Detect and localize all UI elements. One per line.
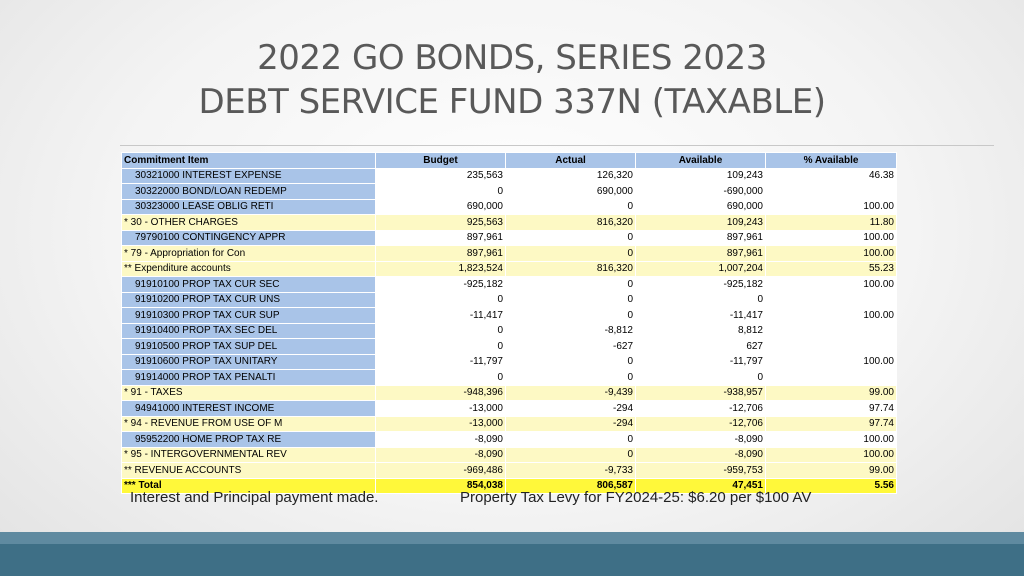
cell-actual: -627 [506, 339, 636, 355]
cell-actual: -8,812 [506, 323, 636, 339]
cell-available: 109,243 [636, 168, 766, 184]
cell-budget: -925,182 [376, 277, 506, 293]
cell-label: 79790100 CONTINGENCY APPR [122, 230, 376, 246]
cell-available: 690,000 [636, 199, 766, 215]
cell-label: 95952200 HOME PROP TAX RE [122, 432, 376, 448]
cell-label: 30323000 LEASE OBLIG RETI [122, 199, 376, 215]
cell-available: -11,797 [636, 354, 766, 370]
cell-budget: 235,563 [376, 168, 506, 184]
cell-actual: 0 [506, 292, 636, 308]
cell-available: 8,812 [636, 323, 766, 339]
cell-pct: 100.00 [766, 277, 897, 293]
cell-pct: 99.00 [766, 385, 897, 401]
cell-actual: 0 [506, 370, 636, 386]
table-row [122, 199, 897, 215]
cell-budget: -948,396 [376, 385, 506, 401]
cell-label: 91910500 PROP TAX SUP DEL [122, 339, 376, 355]
cell-available: -11,417 [636, 308, 766, 324]
cell-actual: 0 [506, 432, 636, 448]
cell-actual: 816,320 [506, 215, 636, 231]
cell-actual: -294 [506, 401, 636, 417]
subtotal-row [122, 215, 897, 231]
cell-available: 47,451 [636, 478, 766, 494]
cell-budget: -8,090 [376, 447, 506, 463]
cell-label: ** REVENUE ACCOUNTS [122, 463, 376, 479]
cell-budget: 0 [376, 370, 506, 386]
cell-label: 30321000 INTEREST EXPENSE [122, 168, 376, 184]
cell-budget: 0 [376, 184, 506, 200]
table-header-row [122, 153, 897, 169]
table-row [122, 292, 897, 308]
cell-actual: 816,320 [506, 261, 636, 277]
header-budget: Budget [376, 153, 506, 169]
title-divider [120, 145, 994, 146]
cell-available: -690,000 [636, 184, 766, 200]
subtotal-row [122, 416, 897, 432]
cell-pct: 100.00 [766, 230, 897, 246]
cell-pct [766, 184, 897, 200]
cell-available: -938,957 [636, 385, 766, 401]
cell-label: * 94 - REVENUE FROM USE OF M [122, 416, 376, 432]
cell-pct: 97.74 [766, 401, 897, 417]
cell-actual: 0 [506, 447, 636, 463]
cell-budget: 897,961 [376, 230, 506, 246]
cell-available: -959,753 [636, 463, 766, 479]
table-row [122, 432, 897, 448]
cell-budget: 0 [376, 339, 506, 355]
cell-available: -925,182 [636, 277, 766, 293]
cell-budget: 925,563 [376, 215, 506, 231]
cell-pct: 100.00 [766, 447, 897, 463]
cell-available: 0 [636, 292, 766, 308]
header-actual: Actual [506, 153, 636, 169]
header-commitment-item: Commitment Item [122, 153, 376, 169]
table-body [122, 168, 897, 494]
cell-available: -12,706 [636, 401, 766, 417]
cell-pct: 11.80 [766, 215, 897, 231]
cell-budget: -13,000 [376, 401, 506, 417]
cell-actual: 0 [506, 199, 636, 215]
cell-available: -12,706 [636, 416, 766, 432]
subtotal-row [122, 447, 897, 463]
cell-budget: 897,961 [376, 246, 506, 262]
cell-budget: 0 [376, 292, 506, 308]
table-row [122, 339, 897, 355]
cell-label: * 79 - Appropriation for Con [122, 246, 376, 262]
cell-actual: 0 [506, 354, 636, 370]
subtotal-row [122, 385, 897, 401]
cell-available: 0 [636, 370, 766, 386]
cell-label: 91910400 PROP TAX SEC DEL [122, 323, 376, 339]
cell-pct [766, 339, 897, 355]
cell-label: *** Total [122, 478, 376, 494]
cell-label: 91914000 PROP TAX PENALTI [122, 370, 376, 386]
cell-pct: 5.56 [766, 478, 897, 494]
cell-actual: 0 [506, 246, 636, 262]
cell-label: 91910300 PROP TAX CUR SUP [122, 308, 376, 324]
cell-actual: -9,733 [506, 463, 636, 479]
cell-label: 94941000 INTEREST INCOME [122, 401, 376, 417]
header-pct-available: % Available [766, 153, 897, 169]
cell-available: -8,090 [636, 447, 766, 463]
cell-label: * 30 - OTHER CHARGES [122, 215, 376, 231]
table-row [122, 401, 897, 417]
cell-budget: 854,038 [376, 478, 506, 494]
table-row [122, 277, 897, 293]
cell-pct: 100.00 [766, 246, 897, 262]
table-row [122, 230, 897, 246]
cell-budget: 1,823,524 [376, 261, 506, 277]
cell-actual: 0 [506, 230, 636, 246]
title-line-1: 2022 GO BONDS, SERIES 2023 [257, 38, 767, 78]
cell-pct: 100.00 [766, 199, 897, 215]
title-line-2: DEBT SERVICE FUND 337N (TAXABLE) [198, 82, 826, 122]
footer-band-light [0, 532, 1024, 544]
subtotal-row [122, 261, 897, 277]
cell-label: 91910200 PROP TAX CUR UNS [122, 292, 376, 308]
slide-title [0, 36, 1024, 124]
cell-budget: 690,000 [376, 199, 506, 215]
cell-pct [766, 370, 897, 386]
cell-actual: 0 [506, 308, 636, 324]
note-tax-levy: Property Tax Levy for FY2024-25: $6.20 per $100 AV [460, 489, 812, 506]
table-row [122, 323, 897, 339]
footer-band-dark [0, 544, 1024, 576]
cell-pct: 100.00 [766, 354, 897, 370]
cell-pct: 100.00 [766, 308, 897, 324]
cell-pct [766, 323, 897, 339]
table-row [122, 184, 897, 200]
cell-label: ** Expenditure accounts [122, 261, 376, 277]
debt-service-table [121, 152, 897, 494]
cell-actual: 690,000 [506, 184, 636, 200]
cell-budget: -13,000 [376, 416, 506, 432]
cell-budget: -11,797 [376, 354, 506, 370]
cell-available: 109,243 [636, 215, 766, 231]
table-row [122, 370, 897, 386]
cell-pct: 55.23 [766, 261, 897, 277]
subtotal-row [122, 463, 897, 479]
cell-available: 627 [636, 339, 766, 355]
cell-actual: 126,320 [506, 168, 636, 184]
cell-label: 91910600 PROP TAX UNITARY [122, 354, 376, 370]
cell-budget: -11,417 [376, 308, 506, 324]
cell-actual: -294 [506, 416, 636, 432]
cell-pct: 100.00 [766, 432, 897, 448]
cell-pct: 46.38 [766, 168, 897, 184]
header-available: Available [636, 153, 766, 169]
cell-label: * 95 - INTERGOVERNMENTAL REV [122, 447, 376, 463]
table-row [122, 308, 897, 324]
table-row [122, 168, 897, 184]
cell-label: 91910100 PROP TAX CUR SEC [122, 277, 376, 293]
cell-available: 1,007,204 [636, 261, 766, 277]
note-payment: Interest and Principal payment made. [130, 489, 379, 506]
cell-pct [766, 292, 897, 308]
cell-label: 30322000 BOND/LOAN REDEMP [122, 184, 376, 200]
cell-budget: -8,090 [376, 432, 506, 448]
cell-budget: 0 [376, 323, 506, 339]
cell-pct: 99.00 [766, 463, 897, 479]
cell-available: 897,961 [636, 230, 766, 246]
cell-actual: 0 [506, 277, 636, 293]
cell-available: -8,090 [636, 432, 766, 448]
subtotal-row [122, 246, 897, 262]
cell-label: * 91 - TAXES [122, 385, 376, 401]
cell-budget: -969,486 [376, 463, 506, 479]
cell-pct: 97.74 [766, 416, 897, 432]
cell-actual: 806,587 [506, 478, 636, 494]
table-row [122, 354, 897, 370]
cell-available: 897,961 [636, 246, 766, 262]
cell-actual: -9,439 [506, 385, 636, 401]
